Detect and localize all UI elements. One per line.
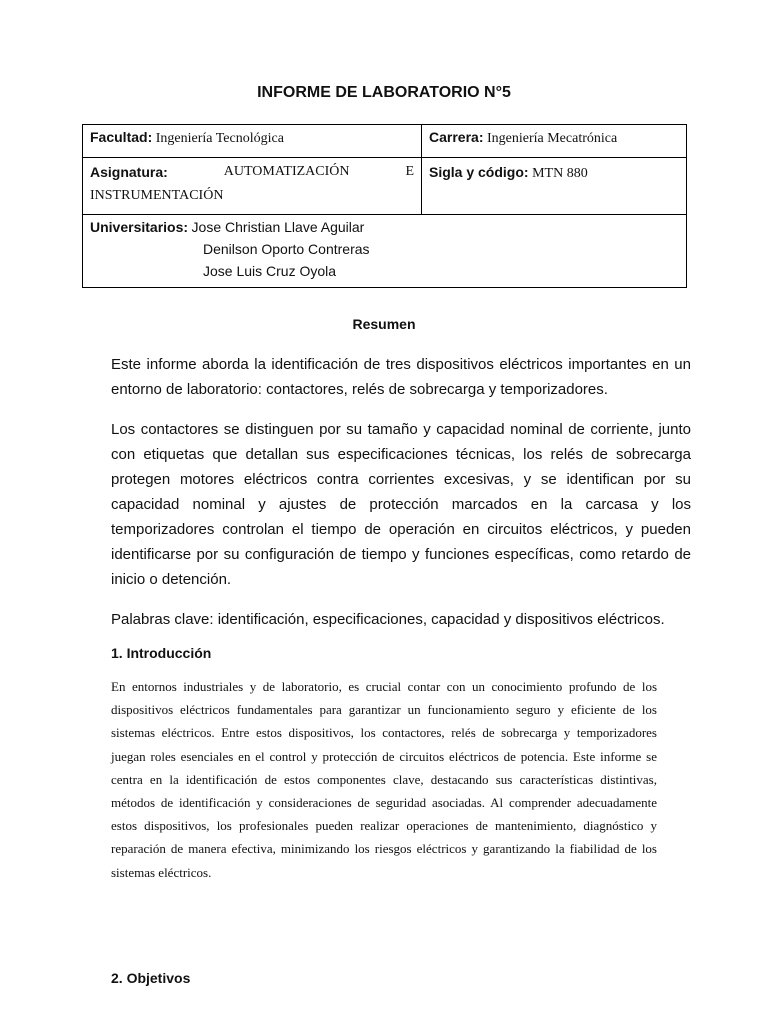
asignatura-cell bbox=[83, 158, 422, 215]
introduccion-text: En entornos industriales y de laboratorio, es crucial contar con un conocimiento profundo de los dispositivos eléctricos fundamentales para garantizar un funcionamiento seguro y eficiente de los sistemas eléctricos. Entre estos dispositivos, los contactores, relés de sobrecarga y temporizadores juegan roles esenciales en el control y protección de circuitos eléctricos de potencia. Este informe se centra en la identificación de estos componentes clave, destacando sus características distintivas, métodos de identificación y consideraciones de seguridad asociadas. Al comprender adecuadamente estos dispositivos, los profesionales pueden realizar operaciones de mantenimiento, diagnóstico y reparación de manera efectiva, minimizando los riesgos eléctricos y garantizando la fiabilidad de los sistemas eléctricos. bbox=[111, 679, 657, 880]
resumen-heading: Resumen bbox=[352, 316, 416, 332]
report-title: INFORME DE LABORATORIO N°5 bbox=[257, 84, 511, 101]
objetivos-heading: 2. Objetivos bbox=[111, 970, 191, 986]
facultad-value: Ingeniería Tecnológica bbox=[155, 131, 284, 146]
facultad-label: Facultad: bbox=[90, 129, 153, 145]
sigla-cell bbox=[422, 158, 687, 215]
sigla-value: MTN 880 bbox=[532, 166, 588, 181]
carrera-label: Carrera: bbox=[429, 129, 484, 145]
info-row-universitarios bbox=[83, 215, 687, 288]
info-row-facultad bbox=[83, 125, 687, 158]
sigla-label: Sigla y código: bbox=[429, 164, 529, 180]
introduccion-heading: 1. Introducción bbox=[111, 645, 212, 661]
facultad-cell bbox=[83, 125, 422, 158]
info-row-asignatura bbox=[83, 158, 687, 215]
resumen-paragraph-1: Este informe aborda la identificación de tres dispositivos eléctricos importantes en un entorno de laboratorio: contactores, relés de sobrecarga y temporizadores. bbox=[111, 356, 691, 398]
asignatura-value-word2: E bbox=[405, 164, 414, 179]
asignatura-value-word1: AUTOMATIZACIÓN bbox=[223, 164, 350, 179]
carrera-value: Ingeniería Mecatrónica bbox=[486, 131, 618, 146]
student-name: Denilson Oporto Contreras bbox=[203, 241, 370, 257]
keywords-paragraph: Palabras clave: identificación, especificaciones, capacidad y dispositivos eléctricos. bbox=[111, 611, 665, 628]
student-name: Jose Luis Cruz Oyola bbox=[203, 263, 337, 279]
resumen-paragraph-2: Los contactores se distinguen por su tamaño y capacidad nominal de corriente, junto con etiquetas que detallan sus especificaciones técnicas, los relés de sobrecarga protegen motores eléctricos contra corrientes excesivas, y se identifican por su capacidad nominal y ajustes de protección marcados en la carcasa y los temporizadores controlan el tiempo de operación en circuitos eléctricos, y pueden identificarse por su configuración de tiempo y funciones específicas, como retardo de inicio o detención. bbox=[111, 421, 691, 588]
carrera-cell bbox=[422, 125, 687, 158]
asignatura-label: Asignatura: bbox=[90, 164, 168, 180]
universitarios-label: Universitarios: bbox=[90, 219, 189, 235]
universitarios-cell bbox=[83, 215, 687, 288]
asignatura-value-word3: INSTRUMENTACIÓN bbox=[90, 188, 224, 203]
student-name: Jose Christian Llave Aguilar bbox=[191, 219, 365, 235]
info-table bbox=[82, 124, 687, 288]
